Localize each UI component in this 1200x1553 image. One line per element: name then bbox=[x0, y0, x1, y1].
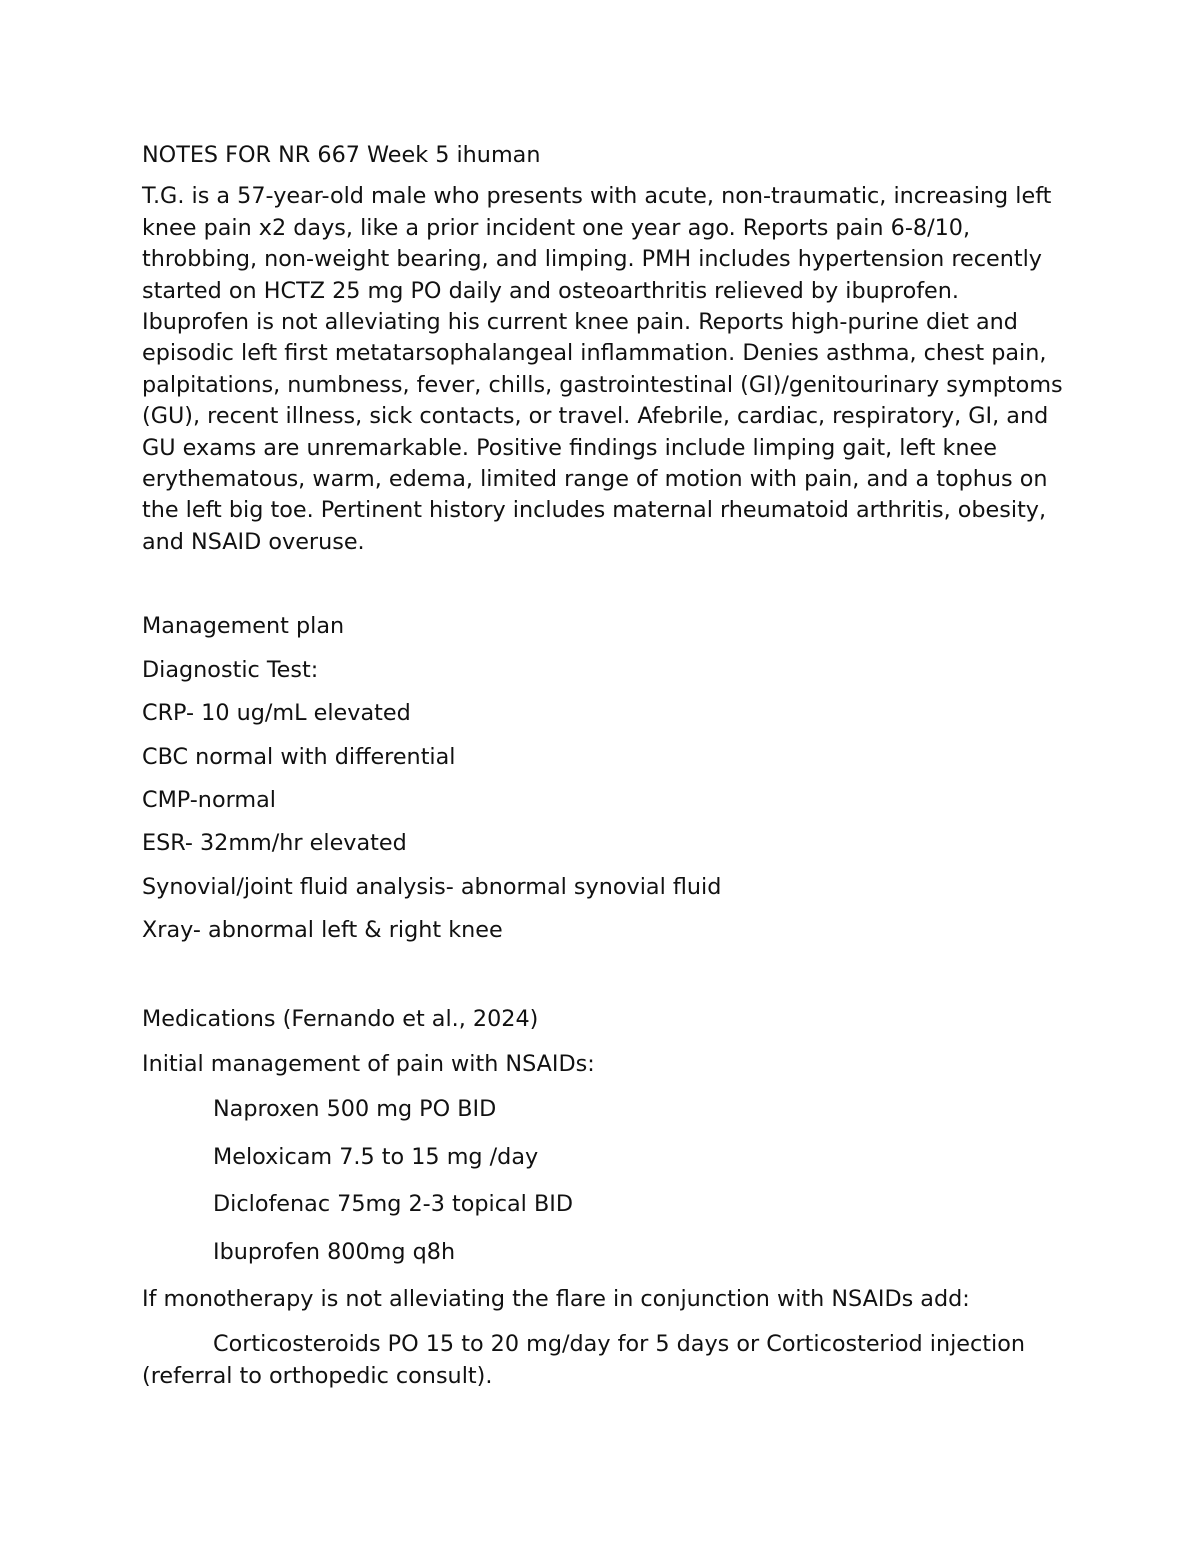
diagnostic-item: CBC normal with differential bbox=[142, 743, 456, 770]
diagnostic-item: CMP-normal bbox=[142, 786, 276, 813]
nsaid-item: Diclofenac 75mg 2-3 topical BID bbox=[213, 1191, 573, 1218]
nsaid-item: Naproxen 500 mg PO BID bbox=[213, 1096, 497, 1123]
document-title: NOTES FOR NR 667 Week 5 ihuman bbox=[142, 142, 541, 168]
diagnostic-item: Xray- abnormal left & right knee bbox=[142, 917, 503, 944]
monotherapy-note: If monotherapy is not alleviating the flare in conjunction with NSAIDs add: bbox=[142, 1285, 970, 1312]
management-plan-heading: Management plan bbox=[142, 613, 345, 640]
medications-heading: Medications (Fernando et al., 2024) bbox=[142, 1005, 539, 1032]
document-page bbox=[142, 140, 1072, 1392]
corticosteroids-item: Corticosteroids PO 15 to 20 mg/day for 5 days or Corticosteriod injection (referral to orthopedic consult). bbox=[142, 1331, 1025, 1389]
spacer bbox=[142, 558, 1072, 611]
diagnostic-item: CRP- 10 ug/mL elevated bbox=[142, 700, 411, 727]
diagnostic-test-heading: Diagnostic Test: bbox=[142, 656, 319, 683]
diagnostic-item: ESR- 32mm/hr elevated bbox=[142, 830, 407, 857]
nsaid-heading: Initial management of pain with NSAIDs: bbox=[142, 1050, 595, 1077]
diagnostic-item: Synovial/joint fluid analysis- abnormal synovial fluid bbox=[142, 873, 722, 900]
case-summary: T.G. is a 57-year-old male who presents with acute, non-traumatic, increasing left knee pain x2 days, like a prior incident one year ago. Reports pain 6-8/10, throbbing, non-weight bearing, and limping. PMH includes hypertension recently started on HCTZ 25 mg PO daily and osteoarthritis relieved by ibuprofen. Ibuprofen is not alleviating his current knee pain. Reports high-purine diet and episodic left first metatarsophalangeal inflammation. Denies asthma, chest pain, palpitations, numbness, fever, chills, gastrointestinal (GI)/genitourinary symptoms (GU), recent illness, sick contacts, or travel. Afebrile, cardiac, respiratory, GI, and GU exams are unremarkable. Positive findings include limping gait, left knee erythematous, warm, edema, limited range of motion with pain, and a tophus on the left big toe. Pertinent history includes maternal rheumatoid arthritis, obesity, and NSAID overuse. bbox=[142, 183, 1063, 555]
nsaid-item: Meloxicam 7.5 to 15 mg /day bbox=[213, 1143, 539, 1170]
spacer bbox=[142, 959, 1072, 1004]
nsaid-item: Ibuprofen 800mg q8h bbox=[213, 1238, 456, 1265]
